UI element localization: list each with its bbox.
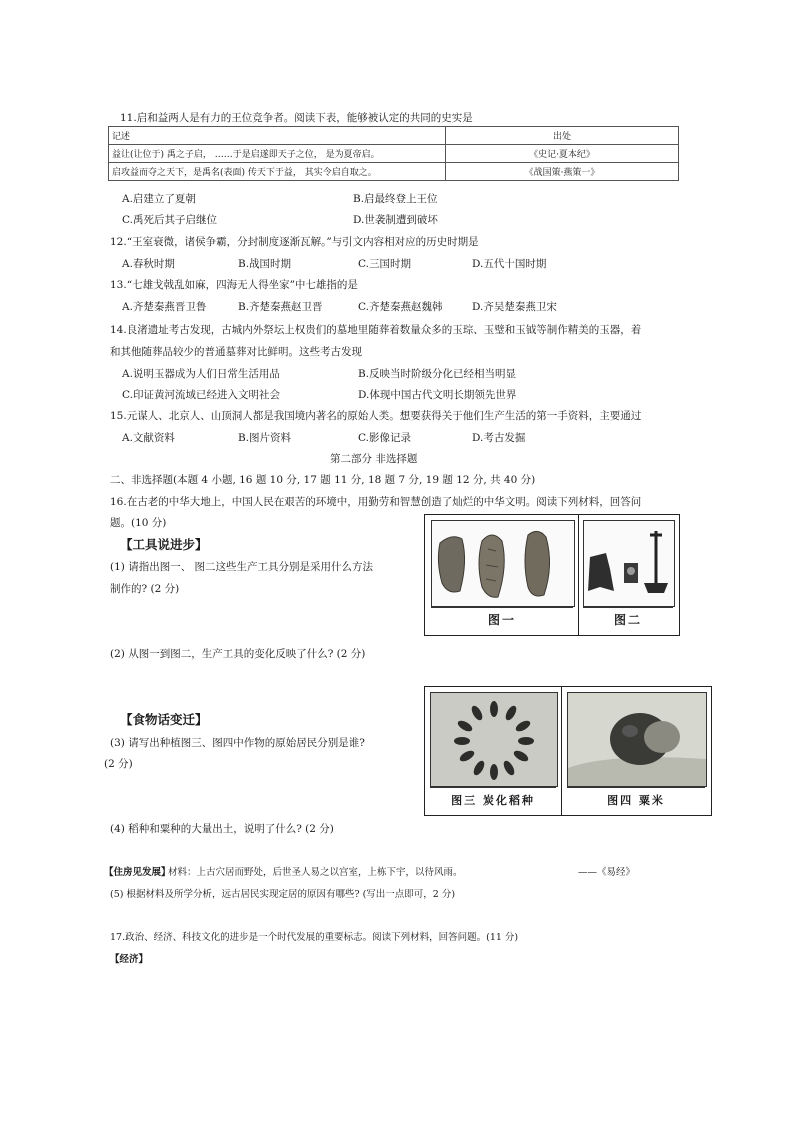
bronze-tools-icon	[584, 521, 674, 606]
q13-stem: 13.“七雄戈戟乱如麻，四海无人得坐家”中七雄指的是	[110, 279, 358, 291]
table-row	[109, 145, 679, 163]
q14-option-b[interactable]: B.反映当时阶级分化已经相当明显	[358, 368, 517, 380]
q11-option-c[interactable]: C.禹死后其子启继位	[122, 214, 217, 226]
q11-option-d[interactable]: D.世袭制遭到破坏	[353, 214, 438, 226]
q15-stem: 15.元谋人、北京人、山顶洞人都是我国境内著名的原始人类。想要获得关于他们生产生活的第一手资料，主要通过	[110, 410, 642, 422]
q14-option-a[interactable]: A.说明玉器成为人们日常生活用品	[122, 368, 280, 380]
figure-2-caption: 图二	[583, 607, 673, 632]
tools-section-tag: 【工具说进步】	[120, 537, 208, 552]
figures-1-2-panel	[424, 514, 680, 636]
figure-3-image	[430, 692, 558, 787]
figure-1-caption: 图一	[431, 607, 573, 632]
q16-question-2: (2) 从图一到图二，生产工具的变化反映了什么? (2 分)	[110, 648, 366, 660]
q11-option-b[interactable]: B.启最终登上王位	[353, 193, 438, 205]
stone-tools-icon	[432, 521, 574, 606]
table-header-record: 记述	[109, 127, 446, 145]
table-row	[109, 163, 679, 181]
q14-stem-line2: 和其他随葬品较少的普通墓葬对比鲜明。这些考古发现	[110, 346, 362, 358]
table-header-source: 出处	[446, 127, 679, 145]
q13-option-d[interactable]: D.齐吴楚秦燕卫宋	[472, 301, 557, 313]
figure-3-caption: 图三 炭化稻种	[430, 787, 556, 814]
q13-option-b[interactable]: B.齐楚秦燕赵卫晋	[238, 301, 323, 313]
carbonized-rice-icon	[431, 693, 557, 786]
q12-option-a[interactable]: A.春秋时期	[122, 258, 175, 270]
table-cell: 《史记·夏本纪》	[446, 145, 679, 163]
q16-question-3-line2: (2 分)	[104, 758, 133, 770]
q16-stem-line2: 题。(10 分)	[110, 517, 167, 529]
housing-material-source: ——《易经》	[578, 867, 636, 878]
q14-option-d[interactable]: D.体现中国古代文明长期领先世界	[358, 389, 517, 401]
q11-option-a[interactable]: A.启建立了夏朝	[122, 193, 196, 205]
q11-source-table	[108, 126, 679, 181]
q17-stem: 17.政治、经济、科技文化的进步是一个时代发展的重要标志。阅读下列材料，回答问题。(11 分)	[110, 932, 519, 943]
q15-option-c[interactable]: C.影像记录	[358, 432, 411, 444]
q11-stem: 11.启和益两人是有力的王位竞争者。阅读下表，能够被认定的共同的史实是	[120, 112, 473, 124]
q14-stem-line1: 14.良渚遗址考古发现，古城内外祭坛上权贵们的墓地里随葬着数量众多的玉琮、玉璧和玉钺等制作精美的玉器，着	[110, 324, 642, 336]
q15-option-a[interactable]: A.文献资料	[122, 432, 175, 444]
q12-stem: 12.“王室衰微，诸侯争霸，分封制度逐渐瓦解。”与引文内容相对应的历史时期是	[110, 236, 479, 248]
figure-4-image	[567, 692, 707, 787]
q15-option-d[interactable]: D.考古发掘	[472, 432, 526, 444]
figure-1-image	[431, 520, 575, 607]
housing-section-tag: 【住房见发展】	[104, 867, 171, 878]
q17-economy-tag: 【经济】	[110, 954, 149, 965]
q15-option-b[interactable]: B.图片资料	[238, 432, 292, 444]
q13-option-c[interactable]: C.齐楚秦燕赵魏韩	[358, 301, 443, 313]
part2-title: 第二部分 非选择题	[330, 453, 418, 465]
q12-option-c[interactable]: C.三国时期	[358, 258, 411, 270]
table-cell: 益让(让位于) 禹之子启， ……于是启遂即天子之位， 是为夏帝启。	[109, 145, 446, 163]
part2-instructions: 二、非选择题(本题 4 小题, 16 题 10 分, 17 题 11 分, 18 题 7 分, 19 题 12 分, 共 40 分)	[110, 474, 536, 486]
q14-option-c[interactable]: C.印证黄河流域已经进入文明社会	[122, 389, 280, 401]
figure-4-caption: 图四 粟米	[567, 787, 705, 814]
q12-option-d[interactable]: D.五代十国时期	[472, 258, 547, 270]
table-header-row	[109, 127, 679, 145]
table-cell: 《战国策·燕策一》	[446, 163, 679, 181]
food-section-tag: 【食物话变迁】	[120, 712, 208, 727]
q13-option-a[interactable]: A.齐楚秦燕晋卫鲁	[122, 301, 207, 313]
figures-3-4-panel	[424, 686, 712, 816]
housing-material: 材料：上古穴居而野处，后世圣人易之以宫室，上栋下宇，以待风雨。	[168, 867, 463, 878]
q16-question-1-line2: 制作的? (2 分)	[110, 583, 180, 595]
figure-2-image	[583, 520, 675, 607]
q16-question-3-line1: (3) 请写出种植图三、图四中作物的原始居民分别是谁?	[110, 737, 365, 749]
q16-question-5: (5) 根据材料及所学分析，远古居民实现定居的原因有哪些? (写出一点即可，2 分)	[110, 889, 456, 900]
q12-option-b[interactable]: B.战国时期	[238, 258, 292, 270]
q16-stem-line1: 16.在古老的中华大地上，中国人民在艰苦的环境中，用勤劳和智慧创造了灿烂的中华文明。阅读下列材料，回答问	[110, 496, 642, 508]
q16-question-1-line1: (1) 请指出图一、 图二这些生产工具分别是采用什么方法	[110, 561, 374, 573]
q16-question-4: (4) 稻种和粟种的大量出土，说明了什么? (2 分)	[110, 823, 334, 835]
table-cell: 启攻益而夺之天下，是禹名(表面) 传天下于益， 其实令启自取之。	[109, 163, 446, 181]
millet-icon	[568, 693, 706, 786]
